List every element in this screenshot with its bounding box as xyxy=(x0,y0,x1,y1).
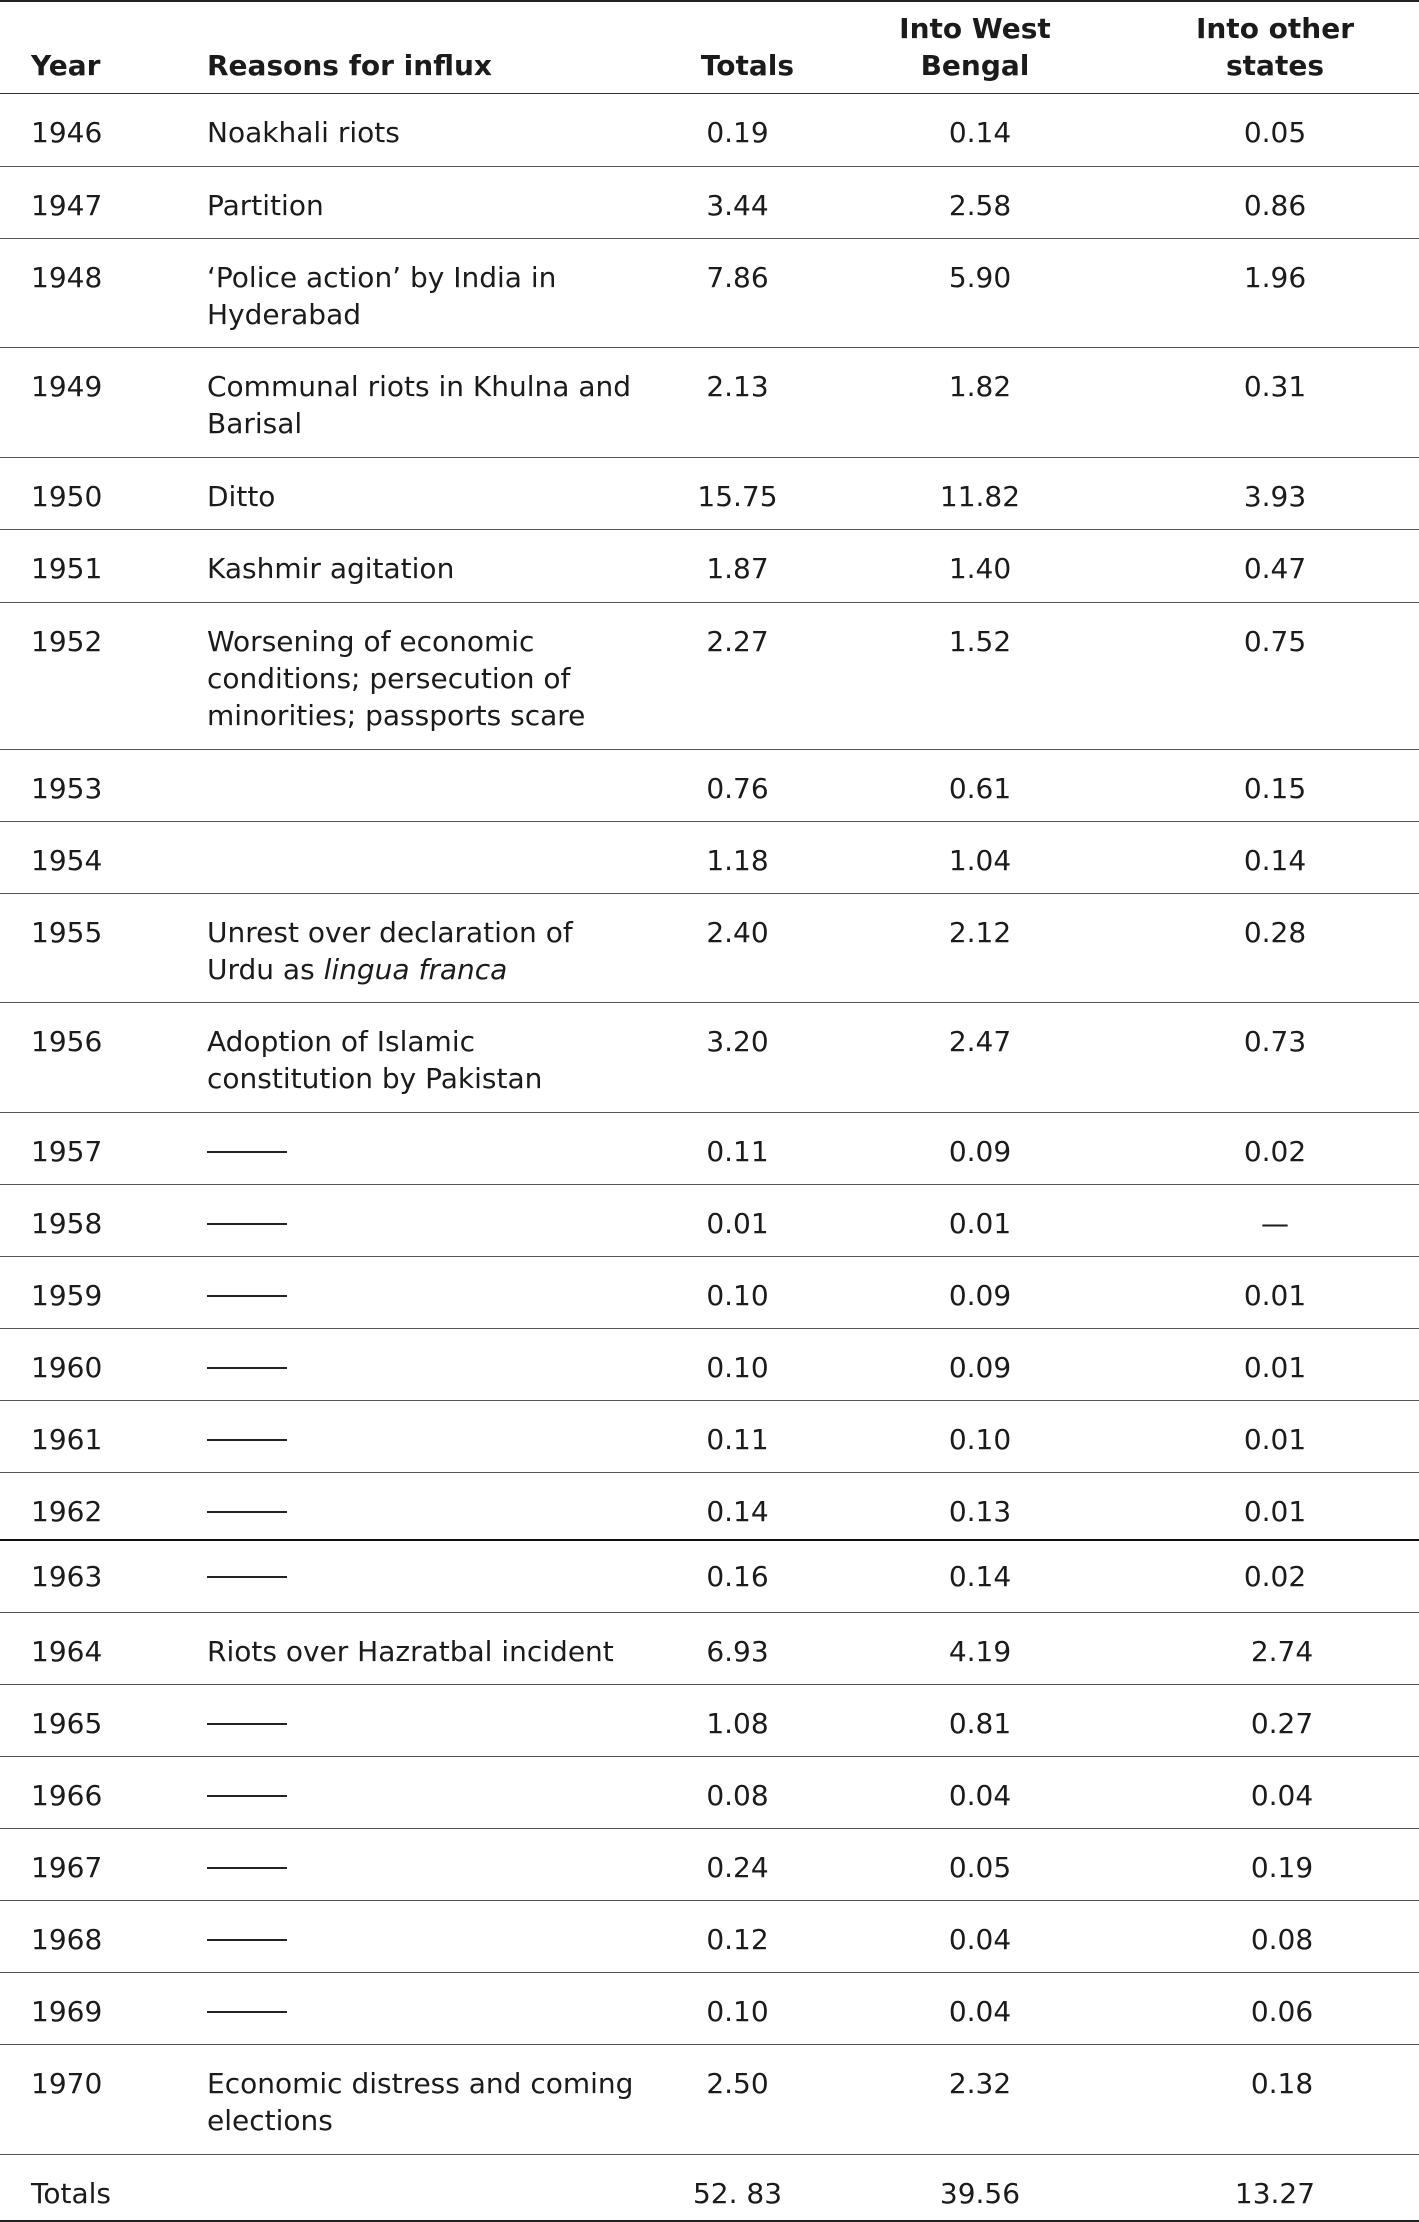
reason-cell xyxy=(207,1349,637,1386)
table-row xyxy=(0,458,1419,530)
reason-cell xyxy=(207,1558,637,1595)
other-states-cell: 0.28 xyxy=(1243,916,1307,949)
table-row xyxy=(0,822,1419,894)
west-bengal-cell: 0.09 xyxy=(948,1135,1012,1168)
totals-cell: 2.13 xyxy=(706,370,769,403)
reason-cell xyxy=(207,1023,637,1097)
totals-label: Totals xyxy=(31,2177,111,2210)
west-bengal-cell: 2.47 xyxy=(948,1025,1012,1058)
table-row xyxy=(0,603,1419,750)
reason-cell xyxy=(207,914,637,988)
table-row xyxy=(0,1757,1419,1829)
reason-line xyxy=(207,951,637,988)
year-cell: 1965 xyxy=(31,1707,103,1740)
header-reasons: Reasons for influx xyxy=(207,49,492,82)
year-cell: 1954 xyxy=(31,844,103,877)
reason-cell xyxy=(207,623,637,734)
year-cell: 1967 xyxy=(31,1851,103,1884)
table-row xyxy=(0,1473,1419,1541)
other-states-cell: 0.14 xyxy=(1243,844,1307,877)
other-states-cell: 0.02 xyxy=(1243,1135,1307,1168)
reason-cell: Riots over Hazratbal incident xyxy=(207,1635,614,1668)
totals-cell: 0.16 xyxy=(706,1560,769,1593)
west-bengal-cell: 0.05 xyxy=(948,1851,1012,1884)
table-row xyxy=(0,894,1419,1003)
empty-reason-rule xyxy=(207,1511,287,1513)
reason-cell xyxy=(207,259,637,333)
table-row xyxy=(0,94,1419,167)
reason-line: ‘Police action’ by India in xyxy=(207,261,557,294)
reason-cell xyxy=(207,1849,637,1886)
year-cell: 1957 xyxy=(31,1135,103,1168)
empty-reason-rule xyxy=(207,1439,287,1441)
header-year: Year xyxy=(31,49,101,82)
empty-reason-rule xyxy=(207,1795,287,1797)
totals-cell: 1.18 xyxy=(706,844,769,877)
table-row xyxy=(0,1541,1419,1613)
year-cell: 1956 xyxy=(31,1025,103,1058)
table-row xyxy=(0,1113,1419,1185)
table-row xyxy=(0,1613,1419,1685)
year-cell: 1963 xyxy=(31,1560,103,1593)
other-states-cell: 0.19 xyxy=(1250,1851,1314,1884)
reason-cell xyxy=(207,1205,637,1242)
reason-cell xyxy=(207,1705,637,1742)
year-cell: 1962 xyxy=(31,1495,103,1528)
year-cell: 1946 xyxy=(31,116,103,149)
other-states-cell: 0.31 xyxy=(1243,370,1307,403)
reason-cell: Noakhali riots xyxy=(207,116,400,149)
reason-cell xyxy=(207,1993,637,2030)
other-states-cell: 0.75 xyxy=(1243,625,1307,658)
other-states-cell: 3.93 xyxy=(1243,480,1307,513)
totals-cell: 1.08 xyxy=(706,1707,769,1740)
totals-cell: 0.76 xyxy=(706,772,769,805)
totals-cell: 6.93 xyxy=(706,1635,769,1668)
west-bengal-cell: 0.01 xyxy=(948,1207,1012,1240)
reason-line: minorities; passports scare xyxy=(207,699,586,732)
reason-cell: Kashmir agitation xyxy=(207,552,455,585)
empty-reason-rule xyxy=(207,1867,287,1869)
west-bengal-cell: 2.32 xyxy=(948,2067,1012,2100)
west-bengal-cell: 2.58 xyxy=(948,189,1012,222)
header-west-bengal-line1: Into West xyxy=(899,12,1051,45)
west-bengal-cell: 0.10 xyxy=(948,1423,1012,1456)
totals-cell: 2.40 xyxy=(706,916,769,949)
other-states-cell: — xyxy=(1261,1207,1289,1240)
other-states-cell: 0.01 xyxy=(1243,1279,1307,1312)
table-row xyxy=(0,239,1419,348)
other-states-cell: 0.15 xyxy=(1243,772,1307,805)
year-cell: 1953 xyxy=(31,772,103,805)
year-cell: 1969 xyxy=(31,1995,103,2028)
year-cell: 1958 xyxy=(31,1207,103,1240)
reason-cell xyxy=(207,1777,637,1814)
empty-reason-rule xyxy=(207,1151,287,1153)
other-states-cell: 0.47 xyxy=(1243,552,1307,585)
empty-reason-rule xyxy=(207,2011,287,2013)
west-bengal-cell: 0.61 xyxy=(948,772,1012,805)
year-cell: 1950 xyxy=(31,480,103,513)
table-row xyxy=(0,1401,1419,1473)
totals-cell: 0.12 xyxy=(706,1923,769,1956)
west-bengal-cell: 0.09 xyxy=(948,1351,1012,1384)
other-states-total-cell: 13.27 xyxy=(1234,2177,1316,2210)
year-cell: 1966 xyxy=(31,1779,103,1812)
table-row xyxy=(0,2045,1419,2155)
reason-line: Unrest over declaration of xyxy=(207,916,573,949)
other-states-cell: 0.02 xyxy=(1243,1560,1307,1593)
totals-cell: 3.20 xyxy=(706,1025,769,1058)
totals-row xyxy=(0,2155,1419,2222)
empty-reason-rule xyxy=(207,1295,287,1297)
reason-line: Barisal xyxy=(207,407,303,440)
west-bengal-cell: 11.82 xyxy=(939,480,1021,513)
other-states-cell: 0.08 xyxy=(1250,1923,1314,1956)
west-bengal-cell: 4.19 xyxy=(948,1635,1012,1668)
reason-line: Hyderabad xyxy=(207,298,361,331)
empty-reason-rule xyxy=(207,1576,287,1578)
totals-cell: 2.27 xyxy=(706,625,769,658)
other-states-cell: 0.27 xyxy=(1250,1707,1314,1740)
year-cell: 1951 xyxy=(31,552,103,585)
totals-cell: 15.75 xyxy=(697,480,778,513)
west-bengal-cell: 1.40 xyxy=(948,552,1012,585)
header-west-bengal xyxy=(880,10,1070,84)
other-states-cell: 0.73 xyxy=(1243,1025,1307,1058)
other-states-cell: 1.96 xyxy=(1243,261,1307,294)
year-cell: 1961 xyxy=(31,1423,103,1456)
table-row xyxy=(0,530,1419,603)
other-states-cell: 0.01 xyxy=(1243,1423,1307,1456)
reason-line: conditions; persecution of xyxy=(207,662,571,695)
reason-cell xyxy=(207,1133,637,1170)
totals-cell: 0.10 xyxy=(706,1351,769,1384)
reason-text: Urdu as xyxy=(207,953,324,986)
totals-cell: 0.19 xyxy=(706,116,769,149)
totals-cell: 0.24 xyxy=(706,1851,769,1884)
other-states-cell: 0.05 xyxy=(1243,116,1307,149)
totals-cell: 0.11 xyxy=(706,1423,769,1456)
other-states-cell: 2.74 xyxy=(1250,1635,1314,1668)
west-bengal-cell: 0.04 xyxy=(948,1779,1012,1812)
table-row xyxy=(0,1329,1419,1401)
other-states-cell: 0.04 xyxy=(1250,1779,1314,1812)
table-row xyxy=(0,348,1419,458)
west-bengal-cell: 0.04 xyxy=(948,1995,1012,2028)
totals-cell: 0.14 xyxy=(706,1495,769,1528)
other-states-cell: 0.86 xyxy=(1243,189,1307,222)
other-states-cell: 0.18 xyxy=(1250,2067,1314,2100)
reason-cell xyxy=(207,1493,637,1530)
reason-italic-text: lingua franca xyxy=(323,953,508,986)
west-bengal-cell: 5.90 xyxy=(948,261,1012,294)
west-bengal-cell: 1.52 xyxy=(948,625,1012,658)
table-row xyxy=(0,1901,1419,1973)
reason-cell: Ditto xyxy=(207,480,276,513)
year-cell: 1968 xyxy=(31,1923,103,1956)
year-cell: 1964 xyxy=(31,1635,103,1668)
reason-cell xyxy=(207,368,637,442)
table-row xyxy=(0,1685,1419,1757)
totals-cell: 0.11 xyxy=(706,1135,769,1168)
west-bengal-cell: 0.09 xyxy=(948,1279,1012,1312)
west-bengal-cell: 0.14 xyxy=(948,1560,1012,1593)
year-cell: 1947 xyxy=(31,189,103,222)
table-row xyxy=(0,1185,1419,1257)
reason-cell: Partition xyxy=(207,189,324,222)
west-bengal-cell: 1.82 xyxy=(948,370,1012,403)
empty-reason-rule xyxy=(207,1939,287,1941)
header-totals: Totals xyxy=(700,49,795,82)
table-row xyxy=(0,1829,1419,1901)
header-other-line2: states xyxy=(1226,49,1324,82)
grand-total-cell: 52. 83 xyxy=(692,2177,783,2210)
west-bengal-cell: 0.81 xyxy=(948,1707,1012,1740)
table-row xyxy=(0,167,1419,239)
west-bengal-cell: 0.04 xyxy=(948,1923,1012,1956)
year-cell: 1960 xyxy=(31,1351,103,1384)
totals-cell: 7.86 xyxy=(706,261,769,294)
empty-reason-rule xyxy=(207,1367,287,1369)
header-other-states xyxy=(1175,10,1375,84)
reason-line: constitution by Pakistan xyxy=(207,1062,543,1095)
totals-cell: 0.01 xyxy=(706,1207,769,1240)
table-header xyxy=(0,2,1419,94)
west-bengal-cell: 0.13 xyxy=(948,1495,1012,1528)
table-row xyxy=(0,1257,1419,1329)
reason-cell xyxy=(207,2065,637,2139)
other-states-cell: 0.01 xyxy=(1243,1495,1307,1528)
reason-line: elections xyxy=(207,2104,333,2137)
year-cell: 1970 xyxy=(31,2067,103,2100)
west-bengal-cell: 1.04 xyxy=(948,844,1012,877)
reason-cell xyxy=(207,1277,637,1314)
totals-cell: 3.44 xyxy=(706,189,769,222)
table-row xyxy=(0,1973,1419,2045)
reason-line: Economic distress and coming xyxy=(207,2067,634,2100)
reason-line: Communal riots in Khulna and xyxy=(207,370,631,403)
year-cell: 1955 xyxy=(31,916,103,949)
empty-reason-rule xyxy=(207,1223,287,1225)
table-row xyxy=(0,1003,1419,1113)
reason-cell xyxy=(207,1421,637,1458)
year-cell: 1948 xyxy=(31,261,103,294)
header-other-line1: Into other xyxy=(1195,12,1355,45)
reason-line: Worsening of economic xyxy=(207,625,535,658)
empty-reason-rule xyxy=(207,1723,287,1725)
totals-cell: 1.87 xyxy=(706,552,769,585)
year-cell: 1952 xyxy=(31,625,103,658)
west-bengal-cell: 0.14 xyxy=(948,116,1012,149)
west-bengal-cell: 2.12 xyxy=(948,916,1012,949)
other-states-cell: 0.01 xyxy=(1243,1351,1307,1384)
totals-cell: 2.50 xyxy=(706,2067,769,2100)
reason-line: Adoption of Islamic xyxy=(207,1025,475,1058)
table-row xyxy=(0,750,1419,822)
year-cell: 1949 xyxy=(31,370,103,403)
reason-cell xyxy=(207,1921,637,1958)
year-cell: 1959 xyxy=(31,1279,103,1312)
totals-cell: 0.08 xyxy=(706,1779,769,1812)
other-states-cell: 0.06 xyxy=(1250,1995,1314,2028)
header-west-bengal-line2: Bengal xyxy=(920,49,1030,82)
totals-cell: 0.10 xyxy=(706,1279,769,1312)
west-bengal-total-cell: 39.56 xyxy=(939,2177,1021,2210)
totals-cell: 0.10 xyxy=(706,1995,769,2028)
